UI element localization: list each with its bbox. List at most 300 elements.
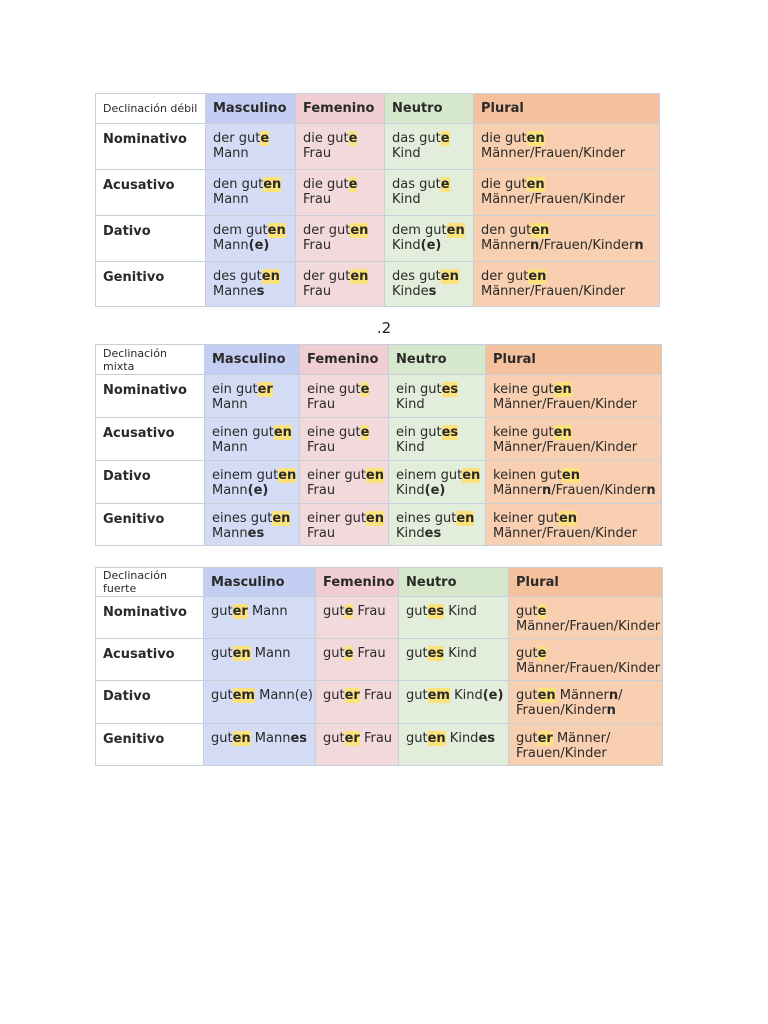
cell-text: gut (211, 731, 233, 746)
cell-text: Frau (307, 440, 336, 455)
table-row (96, 262, 660, 307)
ending-highlight: er (232, 604, 248, 619)
ending-bold: (e) (420, 238, 442, 253)
column-header-masculine: Masculino (205, 345, 300, 375)
cell-text: gut (211, 688, 233, 703)
ending-bold: n (530, 238, 540, 253)
cell-line (211, 604, 308, 619)
cell-line (396, 468, 481, 483)
cell-line (516, 746, 655, 761)
cell-line (211, 688, 313, 703)
table-cell (205, 375, 300, 418)
ending-highlight: en (267, 223, 286, 238)
ending-highlight: en (261, 269, 280, 284)
table-cell (509, 597, 663, 639)
cell-text: einen gut (212, 425, 274, 440)
row-header-case: Genitivo (96, 724, 204, 766)
cell-text: keine gut (493, 425, 554, 440)
row-header-case: Nominativo (96, 124, 206, 170)
table-row (96, 170, 660, 216)
table-cell (385, 216, 474, 262)
table-cell (316, 639, 399, 681)
cell-text: gut (406, 731, 428, 746)
ending-highlight: en (531, 223, 550, 238)
table-cell (389, 461, 486, 504)
ending-highlight: en (537, 688, 556, 703)
row-header-case: Nominativo (96, 375, 205, 418)
ending-highlight: es (427, 646, 445, 661)
table-cell (399, 639, 509, 681)
cell-text: die gut (481, 177, 527, 192)
table-cell (296, 124, 385, 170)
cell-text: den gut (213, 177, 264, 192)
cell-line (212, 397, 292, 412)
ending-highlight: en (365, 468, 384, 483)
cell-line (493, 511, 654, 526)
ending-bold: s (428, 284, 437, 299)
cell-line (493, 397, 654, 412)
cell-line (307, 397, 381, 412)
cell-text: des gut (213, 269, 262, 284)
table-cell (206, 216, 296, 262)
table-row (96, 681, 663, 724)
cell-line (396, 526, 478, 541)
table-cell (389, 504, 486, 546)
cell-line (481, 223, 652, 238)
table-row (96, 461, 662, 504)
table-cell (206, 262, 296, 307)
cell-line (481, 269, 652, 284)
cell-line (307, 382, 381, 397)
ending-highlight: en (528, 269, 547, 284)
cell-line (213, 177, 288, 192)
cell-text: eines gut (212, 511, 273, 526)
table-row (96, 639, 663, 681)
column-header-plural: Plural (474, 94, 660, 124)
column-header-neuter: Neutro (385, 94, 474, 124)
row-header-case: Nominativo (96, 597, 204, 639)
cell-text: Männer/Frauen/Kinder (516, 661, 661, 676)
cell-text: die gut (481, 131, 527, 146)
table-cell (205, 418, 300, 461)
cell-text: gut (406, 646, 428, 661)
cell-text: Kinde (392, 284, 429, 299)
table-cell (486, 461, 662, 504)
table-cell (296, 170, 385, 216)
table-cell (205, 504, 300, 546)
cell-text: die gut (303, 177, 349, 192)
cell-line (212, 425, 292, 440)
ending-bold: n (606, 703, 616, 718)
cell-line (481, 146, 652, 161)
column-header-neuter: Neutro (399, 568, 509, 597)
cell-text: einer gut (307, 468, 366, 483)
cell-text: Männer (493, 483, 543, 498)
table-cell (316, 597, 399, 639)
ending-highlight: en (273, 425, 292, 440)
table-cell (474, 216, 660, 262)
cell-text: Kind (392, 238, 421, 253)
cell-line (392, 131, 466, 146)
cell-text: /Frauen/Kinder (539, 238, 635, 253)
ending-highlight: en (365, 511, 384, 526)
table-cell (389, 418, 486, 461)
cell-text: Frau (359, 688, 393, 703)
cell-text: Frau (359, 731, 393, 746)
column-header-plural: Plural (509, 568, 663, 597)
cell-text: gut (211, 646, 233, 661)
cell-text: der gut (213, 131, 261, 146)
cell-text: Männer/ (552, 731, 611, 746)
column-header-masculine: Masculino (206, 94, 296, 124)
ending-highlight: es (427, 604, 445, 619)
cell-line (213, 284, 288, 299)
cell-text: der gut (303, 223, 351, 238)
ending-bold: (e) (247, 483, 269, 498)
table-cell (300, 461, 389, 504)
cell-line (212, 511, 292, 526)
cell-text: Männer/Frauen/Kinder (481, 192, 626, 207)
cell-text: Kind (396, 483, 425, 498)
cell-text: Frau (353, 604, 386, 619)
table-row (96, 375, 662, 418)
cell-text: Frau (303, 284, 332, 299)
cell-line (406, 604, 501, 619)
cell-text: einer gut (307, 511, 366, 526)
cell-text: Männer/Frauen/Kinder (493, 526, 638, 541)
cell-text: Männer/Frauen/Kinder (481, 146, 626, 161)
cell-line (392, 269, 466, 284)
cell-text: Männer/Frauen/Kinder (493, 440, 638, 455)
cell-text: Kind (392, 192, 421, 207)
cell-line (307, 483, 381, 498)
cell-line (516, 619, 661, 634)
ending-highlight: e (360, 425, 370, 440)
cell-line (303, 192, 377, 207)
cell-text: Kind (445, 731, 479, 746)
cell-line (303, 131, 377, 146)
cell-line (406, 646, 501, 661)
cell-line (307, 425, 381, 440)
cell-text: Mann (212, 526, 248, 541)
ending-bold: (e) (424, 483, 446, 498)
row-header-case: Acusativo (96, 418, 205, 461)
table-cell (474, 170, 660, 216)
cell-text: eine gut (307, 425, 361, 440)
cell-line (481, 177, 652, 192)
cell-text: Frauen/Kinder (516, 703, 607, 718)
table-cell (204, 681, 316, 724)
table-cell (399, 724, 509, 766)
ending-highlight: e (360, 382, 370, 397)
ending-highlight: em (427, 688, 450, 703)
cell-text: Frau (353, 646, 386, 661)
cell-line (213, 192, 288, 207)
cell-text: gut (406, 688, 428, 703)
cell-line (493, 425, 654, 440)
table-cell (399, 597, 509, 639)
cell-text: Frau (307, 397, 336, 412)
ending-highlight: en (456, 511, 475, 526)
cell-text: Kind (396, 440, 425, 455)
table-cell (385, 262, 474, 307)
cell-line (303, 223, 377, 238)
table-cell (204, 597, 316, 639)
cell-text: das gut (392, 131, 441, 146)
cell-line (323, 688, 391, 703)
cell-line (481, 284, 652, 299)
cell-line (211, 731, 308, 746)
cell-text: Kind (392, 146, 421, 161)
cell-line (396, 382, 478, 397)
column-header-feminine: Femenino (296, 94, 385, 124)
ending-highlight: e (344, 604, 354, 619)
cell-line (396, 425, 478, 440)
cell-line (303, 146, 377, 161)
ending-highlight: er (344, 688, 360, 703)
cell-text: Mann (250, 731, 291, 746)
ending-highlight: er (257, 382, 273, 397)
table-cell (509, 681, 663, 724)
section-separator: .2 (376, 319, 392, 337)
cell-line (213, 238, 288, 253)
ending-highlight: en (558, 511, 578, 526)
cell-text: die gut (303, 131, 349, 146)
table-cell (204, 639, 316, 681)
cell-text: der gut (303, 269, 351, 284)
cell-line (493, 440, 654, 455)
cell-line (392, 238, 466, 253)
cell-text: keiner gut (493, 511, 559, 526)
table-cell (300, 375, 389, 418)
cell-line (323, 646, 391, 661)
cell-line (396, 511, 478, 526)
table-cell (316, 724, 399, 766)
declension-table-strong (95, 567, 663, 766)
cell-line (213, 131, 288, 146)
cell-text: Frauen/Kinder (516, 746, 607, 761)
table-cell (399, 681, 509, 724)
ending-highlight: en (427, 731, 446, 746)
cell-line (481, 238, 652, 253)
column-header-masculine: Masculino (204, 568, 316, 597)
cell-line (303, 177, 377, 192)
table-row (96, 597, 663, 639)
cell-text: der gut (481, 269, 529, 284)
ending-highlight: en (232, 646, 251, 661)
cell-line (396, 440, 478, 455)
cell-line (213, 269, 288, 284)
cell-line (406, 688, 504, 703)
ending-highlight: e (260, 131, 270, 146)
cell-line (516, 703, 655, 718)
cell-text: Kind (396, 526, 425, 541)
cell-line (516, 661, 661, 676)
cell-text: Mann (247, 604, 288, 619)
ending-bold: n (542, 483, 552, 498)
cell-line (212, 468, 297, 483)
row-header-case: Dativo (96, 461, 205, 504)
ending-highlight: en (272, 511, 291, 526)
cell-line (481, 131, 652, 146)
cell-line (212, 382, 292, 397)
cell-line (307, 440, 381, 455)
ending-highlight: en (350, 223, 369, 238)
ending-bold: es (478, 731, 495, 746)
cell-text: gut (211, 604, 233, 619)
cell-line (392, 284, 466, 299)
row-header-case: Acusativo (96, 639, 204, 681)
declension-table-mixed (95, 344, 662, 546)
cell-line (307, 526, 381, 541)
cell-text: Mann (213, 192, 249, 207)
cell-text: gut (323, 731, 345, 746)
ending-bold: n (646, 483, 656, 498)
table-cell (204, 724, 316, 766)
cell-line (493, 468, 654, 483)
cell-line (406, 731, 501, 746)
cell-text: einem gut (396, 468, 463, 483)
cell-line (493, 382, 654, 397)
cell-text: Kind (444, 646, 477, 661)
ending-highlight: en (526, 131, 545, 146)
cell-text: Kind (449, 688, 483, 703)
ending-bold: es (424, 526, 442, 541)
cell-line (396, 397, 478, 412)
cell-text: gut (323, 646, 345, 661)
table-row (96, 216, 660, 262)
row-header-case: Dativo (96, 216, 206, 262)
cell-line (323, 731, 391, 746)
cell-text: Frau (303, 146, 332, 161)
table-cell (296, 216, 385, 262)
cell-text: Männer/Frauen/Kinder (493, 397, 638, 412)
ending-bold: es (290, 731, 308, 746)
ending-highlight: e (348, 131, 358, 146)
row-header-case: Dativo (96, 681, 204, 724)
cell-text: gut (323, 604, 345, 619)
ending-highlight: es (441, 382, 459, 397)
ending-highlight: em (232, 688, 255, 703)
cell-text: keinen gut (493, 468, 562, 483)
table-cell (474, 124, 660, 170)
ending-highlight: en (440, 269, 459, 284)
cell-text: Männer (555, 688, 609, 703)
table-cell (474, 262, 660, 307)
cell-line (392, 146, 466, 161)
cell-text: Frau (307, 483, 336, 498)
cell-text: ein gut (396, 425, 442, 440)
cell-text: Mann (250, 646, 291, 661)
ending-highlight: e (344, 646, 354, 661)
ending-highlight: er (344, 731, 360, 746)
ending-bold: (e) (248, 238, 270, 253)
cell-text: Manne (213, 284, 257, 299)
cell-text: gut (406, 604, 428, 619)
cell-text: Männer/Frauen/Kinder (516, 619, 661, 634)
cell-line (396, 483, 478, 498)
table-cell (300, 418, 389, 461)
cell-text: keine gut (493, 382, 554, 397)
cell-line (516, 688, 655, 703)
ending-highlight: e (537, 604, 547, 619)
ending-highlight: e (440, 131, 450, 146)
row-header-case: Genitivo (96, 504, 205, 546)
cell-line (307, 511, 384, 526)
ending-bold: s (256, 284, 265, 299)
table-row (96, 124, 660, 170)
cell-text: einem gut (212, 468, 279, 483)
cell-text: Kind (444, 604, 477, 619)
cell-text: das gut (392, 177, 441, 192)
cell-line (392, 223, 466, 238)
cell-text: Frau (307, 526, 336, 541)
column-header-plural: Plural (486, 345, 662, 375)
table-corner-label: Declinación débil (96, 94, 206, 124)
cell-text: Mann (213, 238, 249, 253)
cell-text: Männer/Frauen/Kinder (481, 284, 626, 299)
ending-highlight: e (537, 646, 547, 661)
table-cell (385, 124, 474, 170)
table-cell (296, 262, 385, 307)
cell-line (212, 526, 292, 541)
ending-bold: n (634, 238, 644, 253)
cell-text: / (618, 688, 623, 703)
cell-line (303, 284, 377, 299)
cell-text: des gut (392, 269, 441, 284)
table-cell (509, 724, 663, 766)
cell-line (213, 146, 288, 161)
ending-highlight: en (232, 731, 251, 746)
cell-line (493, 526, 654, 541)
cell-line (516, 646, 655, 661)
column-header-neuter: Neutro (389, 345, 486, 375)
ending-highlight: en (561, 468, 580, 483)
ending-highlight: en (350, 269, 369, 284)
cell-line (493, 483, 654, 498)
ending-bold: (e) (482, 688, 504, 703)
cell-text: /Frauen/Kinder (551, 483, 647, 498)
cell-line (392, 192, 466, 207)
table-cell (385, 170, 474, 216)
cell-text: eine gut (307, 382, 361, 397)
cell-line (212, 483, 292, 498)
table-cell (205, 461, 300, 504)
ending-highlight: en (446, 223, 465, 238)
ending-highlight: er (537, 731, 553, 746)
cell-line (212, 440, 292, 455)
table-corner-label: Declinación mixta (96, 345, 205, 375)
column-header-feminine: Femenino (300, 345, 389, 375)
cell-text: Mann (212, 440, 248, 455)
row-header-case: Genitivo (96, 262, 206, 307)
cell-text: Kind (396, 397, 425, 412)
table-cell (486, 504, 662, 546)
cell-text: gut (516, 688, 538, 703)
ending-bold: es (247, 526, 265, 541)
ending-highlight: e (440, 177, 450, 192)
cell-text: Frau (303, 238, 332, 253)
table-cell (316, 681, 399, 724)
cell-text: Männer (481, 238, 531, 253)
cell-text: eines gut (396, 511, 457, 526)
cell-text: ein gut (212, 382, 258, 397)
cell-text: Frau (303, 192, 332, 207)
declension-table-weak (95, 93, 660, 307)
table-cell (389, 375, 486, 418)
cell-line (211, 646, 308, 661)
table-cell (486, 418, 662, 461)
